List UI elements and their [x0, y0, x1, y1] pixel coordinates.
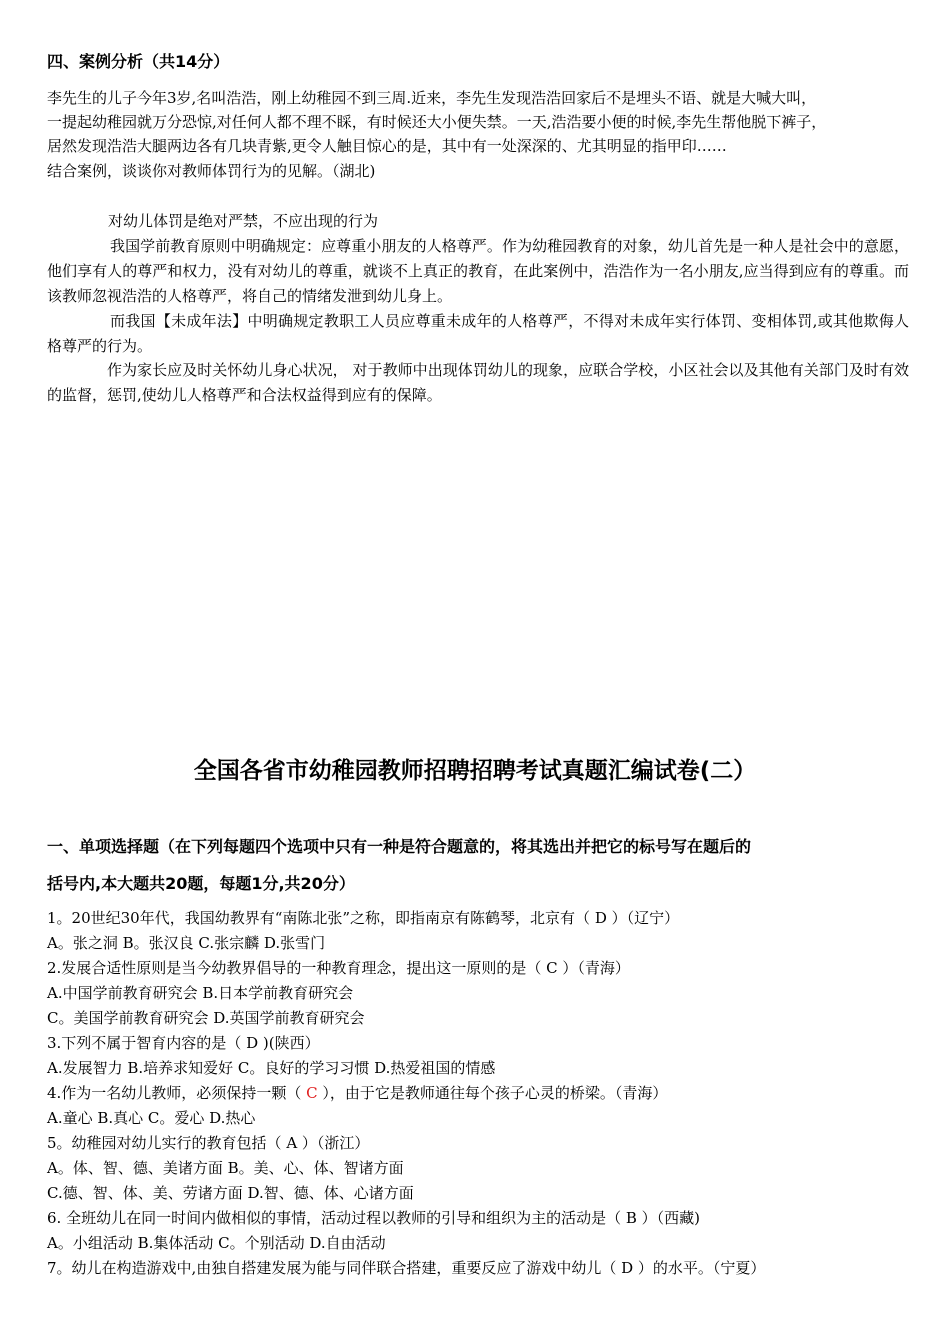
question-4-answer: C	[306, 1084, 318, 1102]
question-5-options: A。体、智、德、美诸方面 B。美、心、体、智诸方面	[47, 1159, 404, 1177]
question-2-options: C。美国学前教育研究会 D.英国学前教育研究会	[47, 1009, 365, 1027]
question-2-options: A.中国学前教育研究会 B.日本学前教育研究会	[47, 984, 354, 1002]
section1-heading-line2: 括号内,本大题共20题，每题1分,共20分）	[47, 874, 355, 893]
question-1-options: A。张之洞 B。张汉良 C.张宗麟 D.张雪门	[47, 934, 326, 952]
question-4-text: 4.作为一名幼儿教师，必须保持一颗（	[47, 1084, 307, 1102]
question-4	[47, 1082, 667, 1104]
question-7: 7。幼儿在构造游戏中,由独自搭建发展为能与同伴联合搭建，重要反应了游戏中幼儿（ D ）的水平。（宁夏）	[47, 1259, 766, 1277]
answer-opening-line: 对幼儿体罚是绝对严禁，不应出现的行为	[108, 212, 379, 230]
question-2: 2.发展合适性原则是当今幼教界倡导的一种教育理念，提出这一原则的是（ C ）（青海）	[47, 959, 630, 977]
answer-paragraph-parents: 作为家长应及时关怀幼儿身心状况， 对于教师中出现体罚幼儿的现象，应联合学校，小区社会以及其他有关部门及时有效的监督，惩罚,使幼儿人格尊严和合法权益得到应有的保障。	[47, 361, 909, 404]
question-3-options: A.发展智力 B.培养求知爱好 C。良好的学习习惯 D.热爱祖国的情感	[47, 1059, 496, 1077]
question-4-options: A.童心 B.真心 C。爱心 D.热心	[47, 1109, 256, 1127]
case-text-line: 一提起幼稚园就万分恐惊,对任何人都不理不睬，有时候还大小便失禁。一天,浩浩要小便的时候,李先生帮他脱下裤子，	[47, 113, 827, 131]
question-1: 1。20世纪30年代，我国幼教界有“南陈北张”之称，即指南京有陈鹤琴，北京有（ D ）（辽宁）	[47, 909, 680, 927]
question-5-options: C.德、智、体、美、劳诸方面 D.智、德、体、心诸方面	[47, 1184, 414, 1202]
answer-paragraph-law: 而我国【未成年法】中明确规定教职工人员应尊重未成年的人格尊严，不得对未成年实行体罚、变相体罚,或其他欺侮人格尊严的行为。	[47, 312, 909, 355]
question-4-text: ），由于它是教师通往每个孩子心灵的桥梁。（青海）	[317, 1084, 668, 1102]
case-analysis-heading: 四、案例分析（共14分）	[47, 52, 230, 71]
case-text-line: 李先生的儿子今年3岁,名叫浩浩，刚上幼稚园不到三周.近来，李先生发现浩浩回家后不是埋头不语、就是大喊大叫，	[47, 89, 817, 107]
question-5: 5。幼稚园对幼儿实行的教育包括（ A ）（浙江）	[47, 1134, 370, 1152]
answer-paragraph-principle: 我国学前教育原则中明确规定：应尊重小朋友的人格尊严。作为幼稚园教育的对象，幼儿首先是一种人是社会中的意愿，他们享有人的尊严和权力，没有对幼儿的尊重，就谈不上真正的教育，在此案例中，浩浩作为一名小朋友,应当得到应有的尊重。而该教师忽视浩浩的人格尊严，将自己的情绪发泄到幼儿身上。	[47, 237, 909, 305]
question-6-options: A。小组活动 B.集体活动 C。个别活动 D.自由活动	[47, 1234, 386, 1252]
question-6: 6. 全班幼儿在同一时间内做相似的事情，活动过程以教师的引导和组织为主的活动是（ B ）（西藏)	[47, 1209, 700, 1227]
case-text-line: 居然发现浩浩大腿两边各有几块青紫,更令人触目惊心的是，其中有一处深深的、尤其明显的指甲印……	[47, 137, 727, 155]
question-3: 3.下列不属于智育内容的是（ D )(陕西）	[47, 1034, 320, 1052]
exam-title: 全国各省市幼稚园教师招聘招聘考试真题汇编试卷(二）	[193, 758, 757, 784]
section1-heading-line1: 一、单项选择题（在下列每题四个选项中只有一种是符合题意的，将其选出并把它的标号写在题后的	[47, 837, 752, 856]
case-question: 结合案例，谈谈你对教师体罚行为的见解。（湖北)	[47, 162, 376, 180]
